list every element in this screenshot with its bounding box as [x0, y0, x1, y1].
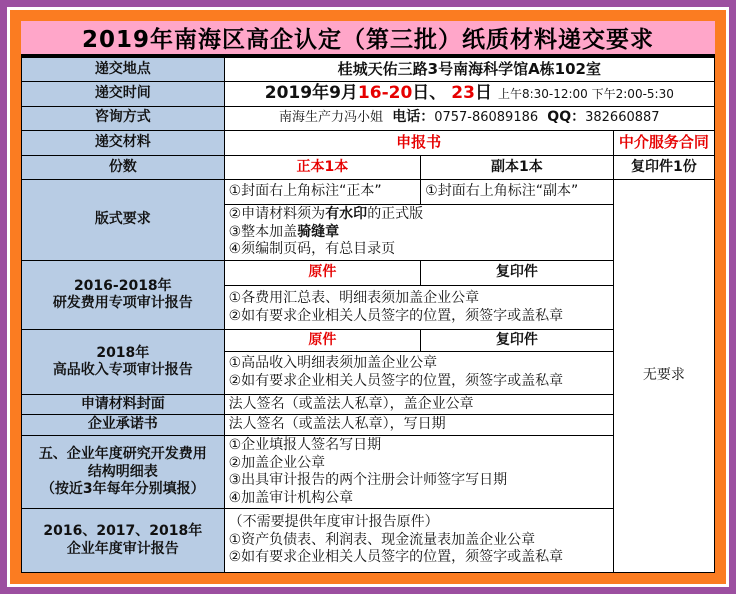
white-gap-frame: [7, 7, 729, 587]
contact-phone-number: 0757-86089186: [434, 110, 539, 126]
income-audit-copy: 复印件: [421, 330, 613, 351]
rd-detail-line4: ④加盖审计机构公章: [228, 489, 354, 506]
copies-photocopy: 复印件1份: [613, 155, 714, 179]
income-audit-label: [22, 330, 225, 394]
agency-no-requirement: 无要求: [613, 179, 714, 572]
rd-audit-line1: ①各费用汇总表、明细表须加盖企业公章: [228, 290, 480, 307]
time-label: 递交时间: [22, 82, 225, 106]
rd-detail-line1: ①企业填报人签名写日期: [228, 437, 382, 454]
orange-frame: [10, 10, 726, 584]
row-cover: [22, 394, 715, 415]
row-materials: [22, 130, 715, 155]
income-audit-details: [224, 351, 613, 394]
income-audit-label-line1: 2018年: [96, 344, 150, 361]
rd-detail-line3: ③出具审计报告的两个注册会计师签字写日期: [228, 472, 508, 489]
contact-qq-number: 382660887: [585, 110, 660, 126]
commitment-value: 法人签名（或盖法人私章），写日期: [224, 415, 613, 436]
format-duplicate-note: ①封面右上角标注“副本”: [421, 179, 613, 204]
contact-phone-label: 电话：: [392, 109, 435, 126]
income-audit-line2: ②如有要求企业相关人员签字的位置，须签字或盖私章: [228, 372, 564, 389]
time-date-black2: 日、: [412, 83, 447, 104]
format-line4: ④须编制页码，有总目录页: [228, 241, 396, 258]
row-rd-audit-header: [22, 260, 715, 285]
commitment-label: 企业承诺书: [22, 415, 225, 436]
contact-name: 南海生产力冯小姐: [279, 110, 384, 126]
rd-audit-line2: ②如有要求企业相关人员签字的位置，须签字或盖私章: [228, 307, 564, 324]
rd-audit-copy: 复印件: [421, 260, 613, 285]
format-line2-post: 的正式版: [367, 206, 424, 223]
format-line2-bold: 有水印: [325, 206, 368, 223]
annual-audit-line1: （不需要提供年度审计报告原件）: [228, 514, 439, 531]
rd-audit-label-line2: 研发费用专项审计报告: [52, 295, 193, 312]
row-income-audit-header: [22, 330, 715, 351]
rd-detail-label-line3: （按近3年每年分别填报）: [40, 481, 205, 497]
income-audit-line1: ①高品收入明细表须加盖企业公章: [228, 355, 438, 372]
cover-value: 法人签名（或盖法人私章），盖企业公章: [224, 394, 613, 415]
format-label: 版式要求: [22, 179, 225, 260]
rd-detail-label-line1: 五、企业年度研究开发费用: [38, 446, 207, 462]
format-line3-bold: 骑缝章: [297, 223, 340, 240]
time-date-black3: 日: [474, 83, 492, 104]
time-date-red1: 16-20: [357, 83, 413, 104]
copies-label: 份数: [22, 155, 225, 179]
rd-detail-label: [22, 436, 225, 509]
annual-audit-line3: ②如有要求企业相关人员签字的位置，须签字或盖私章: [228, 549, 564, 566]
annual-audit-label: [22, 509, 225, 573]
time-date-red2: 23: [451, 83, 475, 104]
time-hours: 上午8:30-12:00 下午2:00-5:30: [497, 87, 674, 102]
location-value: 桂城天佑三路3号南海科学馆A栋102室: [224, 58, 714, 82]
rd-detail-line2: ②加盖企业公章: [228, 454, 326, 471]
row-commitment: [22, 415, 715, 436]
row-time: [22, 82, 715, 106]
materials-agency: 中介服务合同: [613, 130, 714, 155]
row-format-notes: [22, 179, 715, 204]
format-line2-pre: ②申请材料须为: [228, 206, 326, 223]
time-date-black1: 2019年9月: [264, 83, 358, 104]
annual-audit-label-line1: 2016、2017、2018年: [43, 523, 203, 540]
format-original-note: ①封面右上角标注“正本”: [224, 179, 421, 204]
format-line2: [229, 206, 609, 224]
contact-qq-label: QQ：: [547, 109, 586, 126]
requirements-table: [21, 57, 715, 573]
format-line3-pre: ③整本加盖: [228, 223, 298, 240]
format-line3: [229, 224, 609, 242]
income-audit-label-line2: 高品收入专项审计报告: [52, 362, 193, 379]
rd-detail-details: [224, 436, 613, 509]
annual-audit-label-line2: 企业年度审计报告: [66, 540, 179, 557]
row-location: [22, 58, 715, 82]
annual-audit-details: [224, 509, 613, 573]
row-annual-audit: [22, 509, 715, 573]
notice-body: [21, 21, 715, 573]
rd-detail-label-line2: 结构明细表: [87, 463, 158, 480]
materials-main: 申报书: [224, 130, 613, 155]
cover-label: 申请材料封面: [22, 394, 225, 415]
rd-audit-details: [224, 286, 613, 330]
row-contact: [22, 106, 715, 130]
format-details: [224, 205, 613, 261]
rd-audit-label-line1: 2016-2018年: [73, 277, 172, 294]
income-audit-original: 原件: [224, 330, 421, 351]
copies-original: 正本1本: [224, 155, 421, 179]
location-label: 递交地点: [22, 58, 225, 82]
rd-audit-label: [22, 260, 225, 329]
row-rd-detail: [22, 436, 715, 509]
time-value: [224, 82, 714, 106]
materials-label: 递交材料: [22, 130, 225, 155]
page-title: 2019年南海区高企认定（第三批）纸质材料递交要求: [21, 21, 715, 57]
rd-audit-original: 原件: [224, 260, 421, 285]
row-copies: [22, 155, 715, 179]
contact-value: [224, 106, 714, 130]
copies-duplicate: 副本1本: [421, 155, 613, 179]
annual-audit-line2: ①资产负债表、利润表、现金流量表加盖企业公章: [228, 531, 536, 548]
contact-label: 咨询方式: [22, 106, 225, 130]
